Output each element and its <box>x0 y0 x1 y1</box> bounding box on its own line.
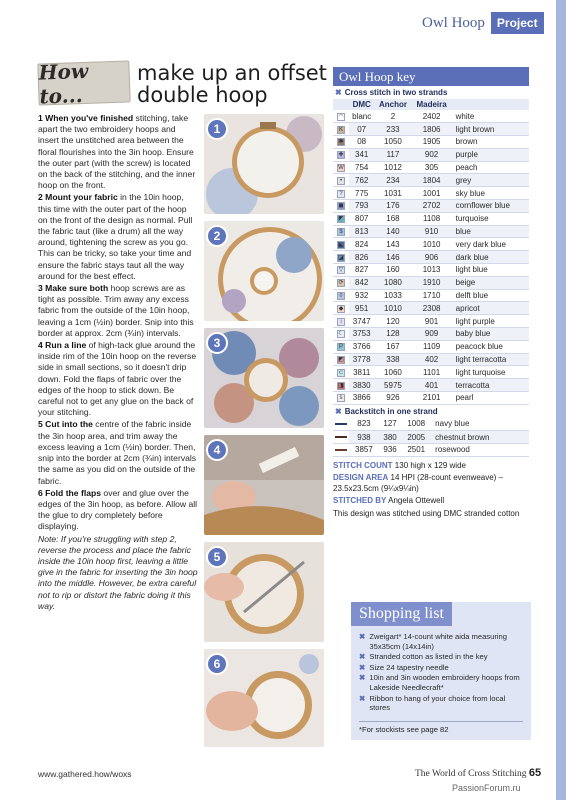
section-title: Backstitch in one strand <box>344 406 438 416</box>
step-number-badge: 2 <box>206 225 228 247</box>
anchor-cell: 168 <box>374 212 411 225</box>
anchor-cell: 1060 <box>374 366 411 379</box>
name-cell: dark blue <box>452 251 529 264</box>
table-row <box>333 379 529 392</box>
page-title: make up an offset double hoop <box>137 61 327 107</box>
backstitch-line-swatch <box>335 423 347 425</box>
dmc-cell: 932 <box>349 289 374 302</box>
table-row <box>333 315 529 328</box>
instructions <box>38 113 198 613</box>
anchor-cell: 1012 <box>374 161 411 174</box>
madeira-cell: 1013 <box>412 264 452 277</box>
dmc-cell: 3778 <box>349 353 374 366</box>
anchor-cell: 143 <box>374 238 411 251</box>
name-cell: navy blue <box>431 418 529 431</box>
table-row <box>333 443 529 456</box>
stitch-symbol: ◼ <box>338 203 344 210</box>
magazine-name: The World of Cross Stitching <box>415 769 527 779</box>
symbol-col <box>333 99 349 110</box>
stitch-symbol: ◩ <box>338 356 344 363</box>
stitch-symbol: $ <box>337 228 345 236</box>
name-cell: rosewood <box>431 443 529 456</box>
step-text: centre of the fabric inside the 3in hoop area, and trim away the excess leaving a 1cm (½in) border. Then, snip into the border at 2cm (¾in) intervals the same as you did on the outside of the fabric. <box>38 419 197 486</box>
table-row <box>333 276 529 289</box>
stitch-symbol: ◣ <box>338 241 344 248</box>
dmc-cell: 3811 <box>349 366 374 379</box>
footer-url: www.gathered.how/woxs <box>38 769 132 779</box>
name-cell: pearl <box>452 392 529 405</box>
madeira-cell: 1109 <box>412 340 452 353</box>
info-label: STITCH COUNT <box>333 460 393 470</box>
dmc-cell: 824 <box>349 238 374 251</box>
step-text: in the 10in hoop, this time with the outer part of the hoop on the front of the design as normal. Pull the fabric taut (like a drum) all the way around, tightening the screw as you go. This can be tricky, so take your time and ensure the fabric stays taut all the way around for the best effect. <box>38 192 193 281</box>
table-row <box>333 353 529 366</box>
item-text: Stranded cotton as listed in the key <box>369 652 488 662</box>
section-title: Cross stitch in two strands <box>344 88 448 97</box>
name-cell: light purple <box>452 315 529 328</box>
madeira-cell: 1905 <box>412 136 452 149</box>
backstitch-table <box>333 418 529 457</box>
stitch-symbol: • <box>337 177 345 185</box>
name-cell: peacock blue <box>452 340 529 353</box>
step-lead: 6 Fold the flaps <box>38 487 102 498</box>
symbol-cell <box>333 302 349 315</box>
table-row <box>333 418 529 431</box>
table-row <box>333 328 529 341</box>
symbol-cell <box>333 238 349 251</box>
symbol-cell <box>333 340 349 353</box>
info-label: DESIGN AREA <box>333 473 389 483</box>
step-number-badge: 3 <box>206 332 228 354</box>
name-cell: baby blue <box>452 328 529 341</box>
dmc-cell: 07 <box>349 123 374 136</box>
dmc-cell: 3857 <box>349 443 379 456</box>
dmc-cell: 3766 <box>349 340 374 353</box>
table-header-row <box>333 99 529 110</box>
dmc-cell: 08 <box>349 136 374 149</box>
table-row <box>333 148 529 161</box>
madeira-cell: 2402 <box>412 110 452 123</box>
photo-step-5 <box>204 542 324 642</box>
symbol-cell <box>333 379 349 392</box>
madeira-cell: 1108 <box>412 212 452 225</box>
table-row <box>333 431 529 444</box>
shopping-items <box>351 626 531 713</box>
symbol-cell <box>333 187 349 200</box>
table-row <box>333 289 529 302</box>
symbol-cell <box>333 225 349 238</box>
cross-stitch-heading <box>333 86 529 99</box>
step-2 <box>38 192 198 282</box>
table-row <box>333 366 529 379</box>
symbol-cell <box>333 251 349 264</box>
footer-magazine <box>415 767 541 779</box>
table-row <box>333 110 529 123</box>
dmc-cell: 813 <box>349 225 374 238</box>
table-row <box>333 238 529 251</box>
symbol-cell <box>333 328 349 341</box>
madeira-cell: 902 <box>412 148 452 161</box>
anchor-cell: 234 <box>374 174 411 187</box>
stitch-symbol: W <box>338 164 344 171</box>
name-cell: blue <box>452 225 529 238</box>
step-lead: 2 Mount your fabric <box>38 192 118 203</box>
anchor-cell: 127 <box>379 418 401 431</box>
stitch-symbol: ◪ <box>338 254 344 261</box>
anchor-cell: 380 <box>379 431 401 444</box>
cross-icon: ✖ <box>335 88 342 97</box>
step-text: stitching, take apart the two embroidery hoops and insert the unstitched area between the floral flourishes into the 3in hoop. Ensure the outer part (with the screw) is located on the back of the stitching, and the inner hoop on the front. <box>38 113 196 191</box>
name-cell: sky blue <box>452 187 529 200</box>
madeira-cell: 401 <box>412 379 452 392</box>
col-anchor: Anchor <box>374 99 411 110</box>
madeira-cell: 1001 <box>412 187 452 200</box>
madeira-cell: 901 <box>412 315 452 328</box>
photo-step-2 <box>204 221 324 321</box>
table-row <box>333 264 529 277</box>
symbol-cell <box>333 315 349 328</box>
step-lead: 3 Make sure both <box>38 283 109 294</box>
symbol-cell <box>333 264 349 277</box>
stitch-symbol: ◨ <box>338 382 344 389</box>
name-cell: delft blue <box>452 289 529 302</box>
madeira-cell: 305 <box>412 161 452 174</box>
madeira-cell: 1101 <box>412 366 452 379</box>
list-item <box>359 632 525 651</box>
line-cell <box>333 443 349 456</box>
anchor-cell: 2 <box>374 110 411 123</box>
dmc-cell: 3747 <box>349 315 374 328</box>
anchor-cell: 936 <box>379 443 401 456</box>
symbol-cell <box>333 110 349 123</box>
table-row <box>333 200 529 213</box>
madeira-cell: 1008 <box>401 418 431 431</box>
dmc-cell: 3753 <box>349 328 374 341</box>
step-lead: 4 Run a line <box>38 340 87 351</box>
anchor-cell: 1080 <box>374 276 411 289</box>
step-1 <box>38 113 198 191</box>
table-row <box>333 392 529 405</box>
cross-icon: ✖ <box>335 406 342 416</box>
info-value: 14 HPI (28-count evenweave) – 23.5x23.5cm (9¼x9¼in) <box>333 473 504 493</box>
step-number-badge: 5 <box>206 546 228 568</box>
madeira-cell: 1804 <box>412 174 452 187</box>
madeira-cell: 1010 <box>412 238 452 251</box>
list-item <box>359 652 525 662</box>
item-text: 10in and 3in wooden embroidery hoops from Lakeside Needlecraft* <box>369 673 520 692</box>
name-cell: beige <box>452 276 529 289</box>
dmc-cell: 807 <box>349 212 374 225</box>
madeira-cell: 1806 <box>412 123 452 136</box>
dmc-cell: 823 <box>349 418 379 431</box>
edge-stripe <box>556 0 566 800</box>
stitch-symbol: ✚ <box>338 152 344 159</box>
stitch-count <box>333 461 529 472</box>
symbol-cell <box>333 289 349 302</box>
shopping-list <box>351 602 531 740</box>
photo-step-3 <box>204 328 324 428</box>
cross-icon: ✖ <box>359 673 366 683</box>
name-cell: white <box>452 110 529 123</box>
list-item <box>359 663 525 673</box>
backstitch-line-swatch <box>335 449 347 451</box>
stitch-symbol: s <box>337 394 345 402</box>
symbol-cell <box>333 212 349 225</box>
step-text: of high-tack glue around the inside rim of the 10in hoop on the reverse side in small sections, so it doesn't drip down. Fold the flaps of fabric over the edges of the hoop to stick down. Be careful not to get any glue on the back of your stitching. <box>38 340 197 418</box>
line-cell <box>333 431 349 444</box>
table-row <box>333 123 529 136</box>
dmc-cell: blanc <box>349 110 374 123</box>
anchor-cell: 146 <box>374 251 411 264</box>
stitch-symbol: ☾ <box>338 331 344 338</box>
photo-step-4 <box>204 435 324 535</box>
stitch-symbol: ⟳ <box>338 280 344 287</box>
stitch-symbol: ↕ <box>337 318 345 326</box>
stitch-symbol: ◊ <box>337 292 345 300</box>
name-cell: grey <box>452 174 529 187</box>
anchor-cell: 5975 <box>374 379 411 392</box>
info-value: Angela Ottewell <box>388 496 445 506</box>
madeira-cell: 1910 <box>412 276 452 289</box>
symbol-cell <box>333 392 349 405</box>
col-name <box>452 99 529 110</box>
table-row <box>333 174 529 187</box>
stitch-symbol: ⊂ <box>338 369 344 376</box>
stitched-by <box>333 496 529 507</box>
stitch-symbol: ◤ <box>338 216 344 223</box>
anchor-cell: 338 <box>374 353 411 366</box>
cross-icon: ✖ <box>359 652 366 662</box>
cross-icon: ✖ <box>359 662 366 672</box>
anchor-cell: 1033 <box>374 289 411 302</box>
symbol-cell <box>333 353 349 366</box>
name-cell: apricot <box>452 302 529 315</box>
anchor-cell: 1010 <box>374 302 411 315</box>
symbol-cell <box>333 148 349 161</box>
dmc-cell: 3866 <box>349 392 374 405</box>
name-cell: purple <box>452 148 529 161</box>
photo-step-1 <box>204 114 324 214</box>
madeira-cell: 1710 <box>412 289 452 302</box>
name-cell: turquoise <box>452 212 529 225</box>
table-row <box>333 212 529 225</box>
step-6 <box>38 488 198 533</box>
anchor-cell: 160 <box>374 264 411 277</box>
thread-note: This design was stitched using DMC stranded cotton <box>333 508 520 518</box>
col-madeira: Madeira <box>412 99 452 110</box>
stitch-symbol: ✱ <box>338 139 344 146</box>
madeira-cell: 910 <box>412 225 452 238</box>
dmc-cell: 826 <box>349 251 374 264</box>
page-header <box>422 12 544 34</box>
stitch-symbol: ? <box>337 190 345 198</box>
table-row <box>333 225 529 238</box>
madeira-cell: 2702 <box>412 200 452 213</box>
thread-key <box>333 67 529 521</box>
anchor-cell: 117 <box>374 148 411 161</box>
symbol-cell <box>333 123 349 136</box>
name-cell: chestnut brown <box>431 431 529 444</box>
line-cell <box>333 418 349 431</box>
stitch-symbol: P <box>338 344 343 351</box>
list-item <box>359 694 525 713</box>
anchor-cell: 926 <box>374 392 411 405</box>
stitch-symbol: ◠ <box>338 113 344 120</box>
step-3 <box>38 283 198 339</box>
anchor-cell: 120 <box>374 315 411 328</box>
name-cell: light brown <box>452 123 529 136</box>
step-text: over and glue over the edges of the 3in hoop, as before. Allow all the glue to dry completely before displaying. <box>38 487 198 532</box>
design-area <box>333 473 529 494</box>
cross-stitch-table <box>333 99 529 405</box>
symbol-cell <box>333 200 349 213</box>
table-row <box>333 161 529 174</box>
name-cell: light turquoise <box>452 366 529 379</box>
step-lead: 5 Cut into the <box>38 419 93 430</box>
stitch-symbol: ◆ <box>338 305 344 312</box>
anchor-cell: 128 <box>374 328 411 341</box>
note: Note: If you're struggling with step 2, reverse the process and place the fabric inside the 10in hoop first, leaving a little give in the fabric for inserting the 3in hoop into the middle. However, be extra careful not to rip or distort the fabric doing it this way. <box>38 533 198 611</box>
table-row <box>333 187 529 200</box>
dmc-cell: 842 <box>349 276 374 289</box>
anchor-cell: 140 <box>374 225 411 238</box>
photo-step-6 <box>204 649 324 747</box>
stitch-symbol: ▽ <box>338 267 344 274</box>
symbol-cell <box>333 366 349 379</box>
header-badge: Project <box>491 12 544 34</box>
symbol-cell <box>333 276 349 289</box>
table-row <box>333 302 529 315</box>
item-text: Zweigart* 14-count white aida measuring 35x35cm (14x14in) <box>369 632 507 651</box>
dmc-cell: 341 <box>349 148 374 161</box>
anchor-cell: 176 <box>374 200 411 213</box>
info-label: STITCHED BY <box>333 496 387 506</box>
howto-badge: How to... <box>37 60 130 105</box>
dmc-cell: 938 <box>349 431 379 444</box>
name-cell: cornflower blue <box>452 200 529 213</box>
name-cell: very dark blue <box>452 238 529 251</box>
symbol-cell <box>333 174 349 187</box>
name-cell: brown <box>452 136 529 149</box>
name-cell: terracotta <box>452 379 529 392</box>
step-number-badge: 4 <box>206 439 228 461</box>
name-cell: light blue <box>452 264 529 277</box>
madeira-cell: 402 <box>412 353 452 366</box>
step-5 <box>38 419 198 486</box>
cross-icon: ✖ <box>359 693 366 703</box>
cross-icon: ✖ <box>359 632 366 641</box>
list-item <box>359 673 525 692</box>
anchor-cell: 1050 <box>374 136 411 149</box>
dmc-cell: 754 <box>349 161 374 174</box>
stitch-symbol: K <box>338 126 343 133</box>
madeira-cell: 2501 <box>401 443 431 456</box>
dmc-cell: 951 <box>349 302 374 315</box>
table-row <box>333 251 529 264</box>
design-info <box>333 461 529 520</box>
madeira-cell: 2308 <box>412 302 452 315</box>
dmc-cell: 762 <box>349 174 374 187</box>
key-title: Owl Hoop key <box>333 67 529 86</box>
symbol-cell <box>333 161 349 174</box>
table-row <box>333 136 529 149</box>
item-text: Size 24 tapestry needle <box>369 662 449 672</box>
backstitch-line-swatch <box>335 436 347 438</box>
name-cell: peach <box>452 161 529 174</box>
step-number-badge: 1 <box>206 118 228 140</box>
name-cell: light terracotta <box>452 353 529 366</box>
dmc-cell: 827 <box>349 264 374 277</box>
madeira-cell: 2101 <box>412 392 452 405</box>
anchor-cell: 233 <box>374 123 411 136</box>
step-number-badge: 6 <box>206 653 228 675</box>
photo-column <box>204 114 324 754</box>
madeira-cell: 909 <box>412 328 452 341</box>
step-text: hoop screws are as tight as possible. Trim away any excess fabric from the outside of the 10in hoop, leaving a 1cm (½in) border. Snip into this border at approx. 2cm (¾in) intervals. <box>38 283 194 338</box>
madeira-cell: 2005 <box>401 431 431 444</box>
dmc-cell: 3830 <box>349 379 374 392</box>
step-4 <box>38 340 198 418</box>
watermark: PassionForum.ru <box>452 783 521 793</box>
stockists-note: *For stockists see page 82 <box>359 721 523 734</box>
page-number: 65 <box>528 767 542 779</box>
header-title: Owl Hoop <box>422 14 485 31</box>
dmc-cell: 775 <box>349 187 374 200</box>
anchor-cell: 1031 <box>374 187 411 200</box>
step-lead: 1 When you've finished <box>38 113 134 123</box>
info-value: 130 high x 129 wide <box>394 460 466 470</box>
symbol-cell <box>333 136 349 149</box>
table-row <box>333 340 529 353</box>
item-text: Ribbon to hang of your choice from local stores <box>369 693 506 713</box>
col-dmc: DMC <box>349 99 374 110</box>
backstitch-heading <box>333 405 529 418</box>
madeira-cell: 906 <box>412 251 452 264</box>
dmc-cell: 793 <box>349 200 374 213</box>
anchor-cell: 167 <box>374 340 411 353</box>
shopping-title: Shopping list <box>351 602 452 626</box>
